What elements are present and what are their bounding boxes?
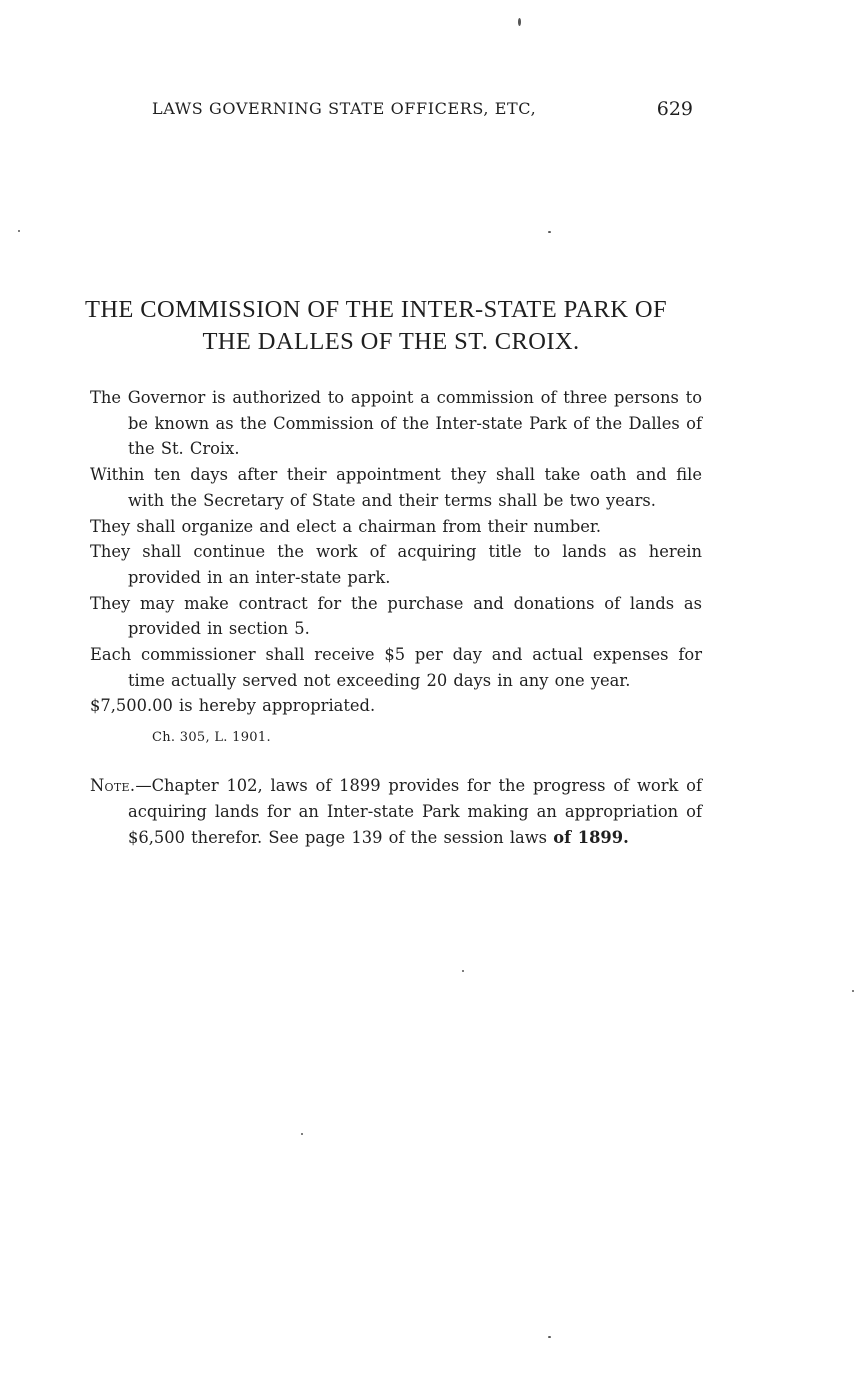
scan-speck [18,230,20,232]
note-text: —Chapter 102, laws of 1899 provides for the progress of work of acquiring lands for an Inter-state Park making an appropriation of $6,500 therefor. See page 139 of the session laws [128,776,702,847]
note-paragraph [90,773,702,850]
page-number: 629 [656,98,693,120]
paragraph-oath: Within ten days after their appointment they shall take oath and file with the Secretary of State and their terms shall be two years. [90,465,702,510]
section-heading-line-1: THE COMMISSION OF THE INTER-STATE PARK OF [84,296,668,323]
scan-speck [301,1133,303,1135]
running-head-title: LAWS GOVERNING STATE OFFICERS, ETC, [152,99,537,118]
scan-speck [518,18,521,26]
note-label: Note. [90,776,136,796]
section-heading [0,294,752,358]
paragraph-contract: They may make contract for the purchase and donations of lands as provided in section 5. [90,593,702,639]
statute-citation: Ch. 305, L. 1901. [152,730,271,746]
scan-speck [462,970,464,972]
section-heading-line-2: THE DALLES OF THE ST. CROIX. [202,328,580,355]
body-text [90,385,702,850]
paragraph-appointment: The Governor is authorized to appoint a commission of three persons to be known as the Commission of the Inter-state Park of the Dalles of the St. Croix. [90,388,702,459]
paragraph-compensation: Each commissioner shall receive $5 per day and actual expenses for time actually served not exceeding 20 days in any one year. [90,645,702,690]
paragraph-organize: They shall organize and elect a chairman from their number. [90,516,602,536]
paragraph-appropriation: $7,500.00 is hereby appropriated. [90,696,376,716]
note-text-end: of 1899. [553,827,629,847]
scan-speck [548,1336,551,1338]
scan-speck [548,231,551,233]
scan-speck [852,990,854,992]
paragraph-acquire-title: They shall continue the work of acquiring title to lands as herein provided in an inter-state park. [90,542,702,587]
